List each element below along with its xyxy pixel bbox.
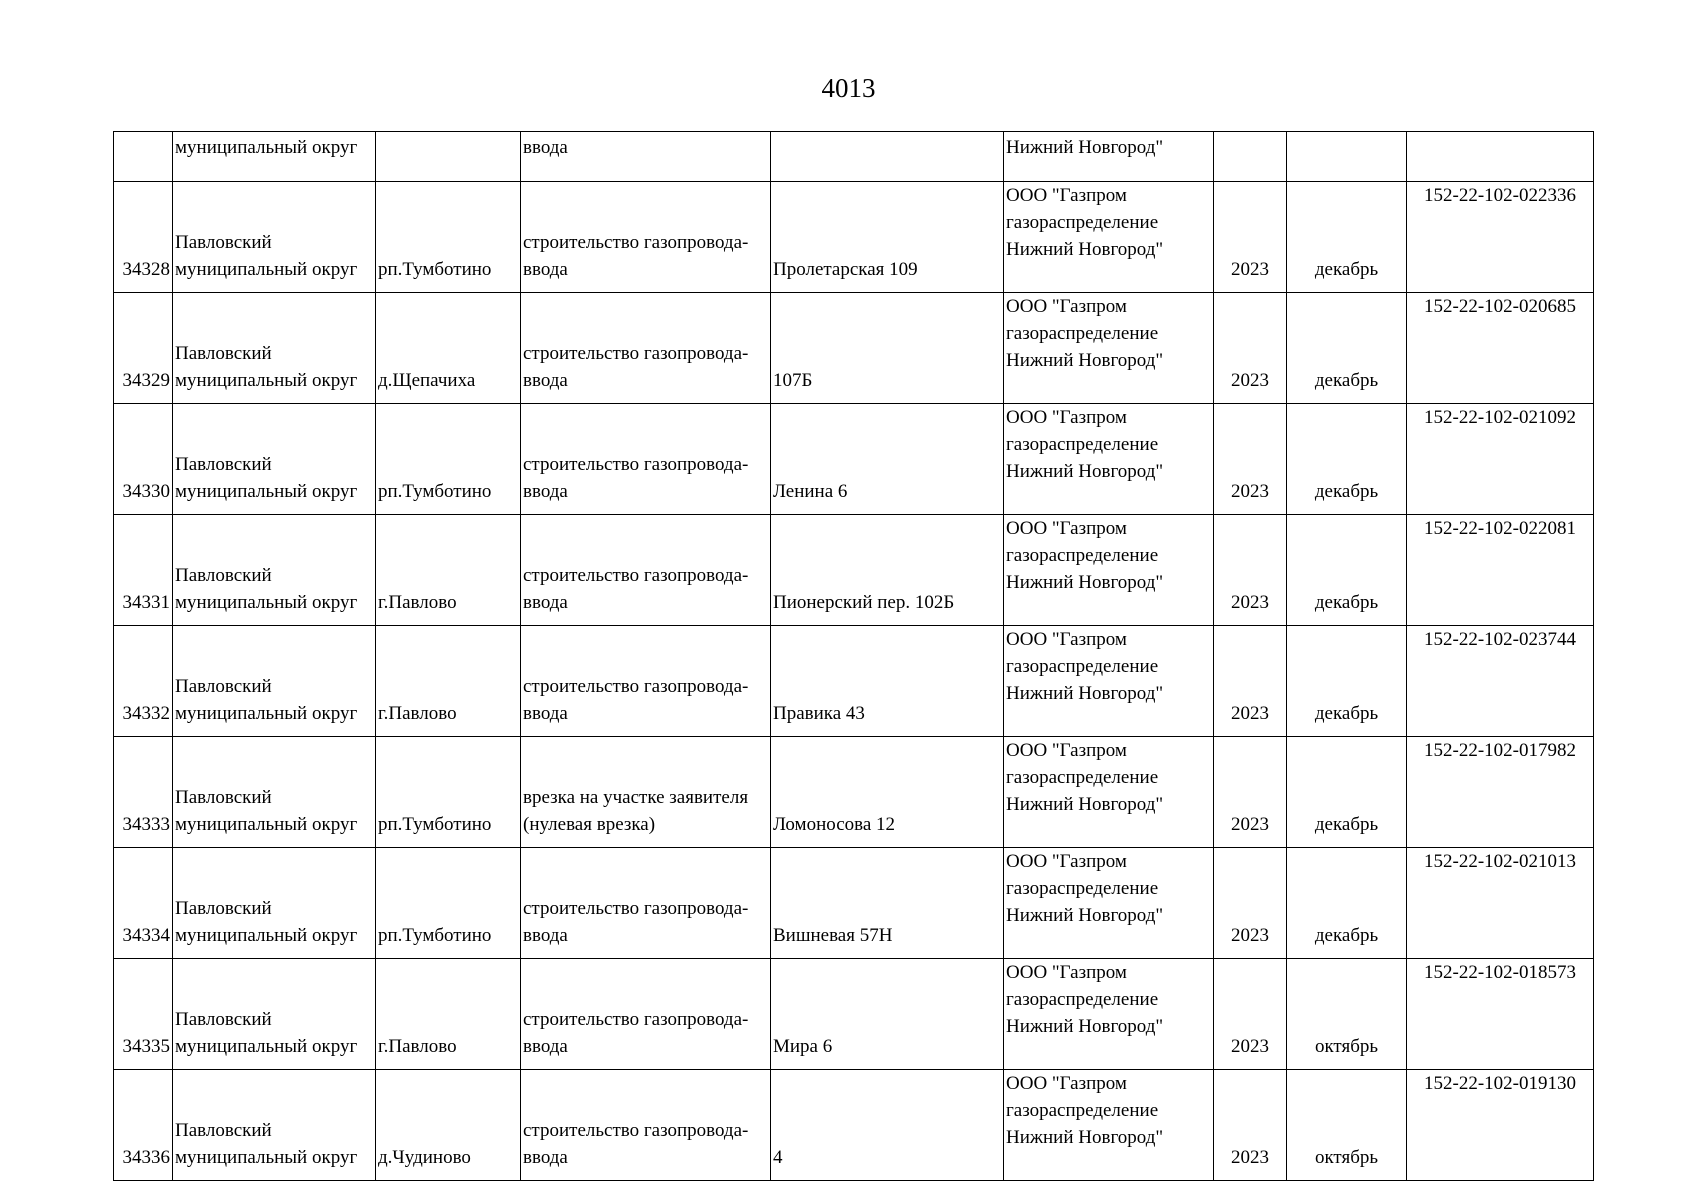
- cell-number: 34335: [114, 959, 173, 1070]
- cell-work-type: [521, 737, 771, 848]
- cell-locality: г.Павлово: [376, 626, 521, 737]
- cell-month: декабрь: [1287, 515, 1407, 626]
- cell-district: [173, 626, 376, 737]
- cell-organization: Нижний Новгород": [1004, 132, 1214, 182]
- table-row: [114, 959, 1594, 1070]
- cell-line: газораспределение: [1006, 878, 1159, 899]
- cell-line: строительство газопровода-: [523, 232, 749, 253]
- cell-code: 152-22-102-021092: [1407, 404, 1594, 515]
- table-row: [114, 737, 1594, 848]
- cell-month: декабрь: [1287, 293, 1407, 404]
- cell-number: 34332: [114, 626, 173, 737]
- cell-line: ввода: [523, 925, 568, 946]
- cell-work-type: [521, 293, 771, 404]
- cell-line: газораспределение: [1006, 1100, 1159, 1121]
- cell-month: октябрь: [1287, 959, 1407, 1070]
- cell-line: газораспределение: [1006, 212, 1159, 233]
- cell-line: ООО "Газпром: [1006, 185, 1127, 206]
- cell-line: врезка на участке заявителя: [523, 787, 749, 808]
- cell-organization: [1004, 404, 1214, 515]
- cell-organization: [1004, 959, 1214, 1070]
- cell-number: 34330: [114, 404, 173, 515]
- cell-organization: [1004, 293, 1214, 404]
- cell-line: Нижний Новгород": [1006, 1016, 1164, 1037]
- cell-organization: [1004, 737, 1214, 848]
- cell-line: муниципальный округ: [175, 1147, 358, 1168]
- cell-line: Нижний Новгород": [1006, 683, 1164, 704]
- cell-line: ООО "Газпром: [1006, 851, 1127, 872]
- cell-district: [173, 959, 376, 1070]
- cell-work-type: [521, 959, 771, 1070]
- table-row: [114, 293, 1594, 404]
- table-row: [114, 626, 1594, 737]
- cell-code: [1407, 132, 1594, 182]
- cell-line: строительство газопровода-: [523, 565, 749, 586]
- cell-locality: рп.Тумботино: [376, 182, 521, 293]
- cell-line: Нижний Новгород": [1006, 350, 1164, 371]
- cell-line: Нижний Новгород": [1006, 572, 1164, 593]
- cell-district: муниципальный округ: [173, 132, 376, 182]
- cell-year: 2023: [1214, 182, 1287, 293]
- cell-line: Павловский: [175, 565, 272, 586]
- cell-work-type: [521, 1070, 771, 1181]
- cell-line: Павловский: [175, 343, 272, 364]
- cell-line: газораспределение: [1006, 545, 1159, 566]
- cell-number: 34331: [114, 515, 173, 626]
- cell-district: [173, 404, 376, 515]
- cell-line: ввода: [523, 259, 568, 280]
- cell-address: 4: [771, 1070, 1004, 1181]
- cell-address: Ломоносова 12: [771, 737, 1004, 848]
- cell-year: [1214, 132, 1287, 182]
- cell-number: 34334: [114, 848, 173, 959]
- cell-line: строительство газопровода-: [523, 898, 749, 919]
- cell-organization: [1004, 1070, 1214, 1181]
- cell-district: [173, 737, 376, 848]
- cell-district: [173, 1070, 376, 1181]
- cell-line: ввода: [523, 1147, 568, 1168]
- cell-address: Пролетарская 109: [771, 182, 1004, 293]
- cell-code: 152-22-102-021013: [1407, 848, 1594, 959]
- cell-address: Пионерский пер. 102Б: [771, 515, 1004, 626]
- cell-locality: д.Щепачиха: [376, 293, 521, 404]
- continuation-row: [114, 132, 1594, 182]
- cell-code: 152-22-102-018573: [1407, 959, 1594, 1070]
- cell-line: строительство газопровода-: [523, 676, 749, 697]
- cell-line: муниципальный округ: [175, 814, 358, 835]
- cell-month: декабрь: [1287, 182, 1407, 293]
- cell-line: Нижний Новгород": [1006, 794, 1164, 815]
- table-row: [114, 404, 1594, 515]
- cell-line: ООО "Газпром: [1006, 296, 1127, 317]
- cell-line: Павловский: [175, 232, 272, 253]
- cell-address: Ленина 6: [771, 404, 1004, 515]
- cell-line: ввода: [523, 1036, 568, 1057]
- cell-line: ООО "Газпром: [1006, 740, 1127, 761]
- cell-line: Павловский: [175, 1120, 272, 1141]
- cell-month: декабрь: [1287, 626, 1407, 737]
- cell-address: Мира 6: [771, 959, 1004, 1070]
- registry-table: [113, 131, 1594, 1181]
- cell-year: 2023: [1214, 737, 1287, 848]
- cell-year: 2023: [1214, 626, 1287, 737]
- cell-line: (нулевая врезка): [523, 814, 656, 835]
- cell-line: Павловский: [175, 454, 272, 475]
- cell-year: 2023: [1214, 293, 1287, 404]
- cell-code: 152-22-102-022336: [1407, 182, 1594, 293]
- cell-line: газораспределение: [1006, 323, 1159, 344]
- cell-year: 2023: [1214, 404, 1287, 515]
- cell-line: Нижний Новгород": [1006, 905, 1164, 926]
- cell-district: [173, 182, 376, 293]
- cell-line: муниципальный округ: [175, 925, 358, 946]
- cell-code: 152-22-102-020685: [1407, 293, 1594, 404]
- cell-number: [114, 132, 173, 182]
- cell-locality: рп.Тумботино: [376, 848, 521, 959]
- cell-work-type: [521, 626, 771, 737]
- cell-organization: [1004, 182, 1214, 293]
- cell-line: ввода: [523, 703, 568, 724]
- cell-organization: [1004, 848, 1214, 959]
- cell-locality: г.Павлово: [376, 515, 521, 626]
- cell-number: 34329: [114, 293, 173, 404]
- cell-line: муниципальный округ: [175, 703, 358, 724]
- cell-organization: [1004, 515, 1214, 626]
- cell-line: Павловский: [175, 898, 272, 919]
- cell-line: Павловский: [175, 787, 272, 808]
- cell-line: газораспределение: [1006, 434, 1159, 455]
- cell-line: строительство газопровода-: [523, 454, 749, 475]
- cell-line: газораспределение: [1006, 989, 1159, 1010]
- cell-line: Нижний Новгород": [1006, 461, 1164, 482]
- cell-number: 34328: [114, 182, 173, 293]
- cell-address: Правика 43: [771, 626, 1004, 737]
- cell-number: 34333: [114, 737, 173, 848]
- cell-line: муниципальный округ: [175, 592, 358, 613]
- cell-line: ввода: [523, 481, 568, 502]
- cell-line: ООО "Газпром: [1006, 1073, 1127, 1094]
- cell-line: ООО "Газпром: [1006, 407, 1127, 428]
- cell-line: ООО "Газпром: [1006, 629, 1127, 650]
- cell-line: муниципальный округ: [175, 370, 358, 391]
- cell-year: 2023: [1214, 848, 1287, 959]
- cell-work-type: [521, 848, 771, 959]
- cell-work-type: [521, 182, 771, 293]
- cell-line: газораспределение: [1006, 656, 1159, 677]
- cell-locality: д.Чудиново: [376, 1070, 521, 1181]
- cell-line: ООО "Газпром: [1006, 962, 1127, 983]
- cell-code: 152-22-102-017982: [1407, 737, 1594, 848]
- cell-district: [173, 515, 376, 626]
- cell-line: строительство газопровода-: [523, 343, 749, 364]
- cell-code: 152-22-102-023744: [1407, 626, 1594, 737]
- cell-month: октябрь: [1287, 1070, 1407, 1181]
- cell-line: строительство газопровода-: [523, 1009, 749, 1030]
- cell-month: декабрь: [1287, 404, 1407, 515]
- cell-locality: рп.Тумботино: [376, 737, 521, 848]
- cell-address: [771, 132, 1004, 182]
- cell-work-type: [521, 404, 771, 515]
- table-row: [114, 848, 1594, 959]
- cell-month: декабрь: [1287, 737, 1407, 848]
- cell-organization: [1004, 626, 1214, 737]
- cell-line: Нижний Новгород": [1006, 239, 1164, 260]
- cell-number: 34336: [114, 1070, 173, 1181]
- cell-locality: рп.Тумботино: [376, 404, 521, 515]
- cell-locality: г.Павлово: [376, 959, 521, 1070]
- cell-line: Павловский: [175, 1009, 272, 1030]
- cell-locality: [376, 132, 521, 182]
- cell-district: [173, 848, 376, 959]
- cell-line: муниципальный округ: [175, 481, 358, 502]
- cell-line: газораспределение: [1006, 767, 1159, 788]
- cell-line: ввода: [523, 592, 568, 613]
- cell-line: ООО "Газпром: [1006, 518, 1127, 539]
- page-number: 4013: [821, 73, 876, 103]
- cell-address: Вишневая 57Н: [771, 848, 1004, 959]
- table-row: [114, 182, 1594, 293]
- cell-code: 152-22-102-022081: [1407, 515, 1594, 626]
- cell-month: декабрь: [1287, 848, 1407, 959]
- table-row: [114, 1070, 1594, 1181]
- cell-line: Павловский: [175, 676, 272, 697]
- cell-line: ввода: [523, 370, 568, 391]
- cell-line: Нижний Новгород": [1006, 1127, 1164, 1148]
- cell-line: муниципальный округ: [175, 1036, 358, 1057]
- cell-year: 2023: [1214, 1070, 1287, 1181]
- cell-year: 2023: [1214, 515, 1287, 626]
- cell-code: 152-22-102-019130: [1407, 1070, 1594, 1181]
- cell-month: [1287, 132, 1407, 182]
- cell-work-type: ввода: [521, 132, 771, 182]
- cell-district: [173, 293, 376, 404]
- table-row: [114, 515, 1594, 626]
- cell-line: строительство газопровода-: [523, 1120, 749, 1141]
- cell-address: 107Б: [771, 293, 1004, 404]
- cell-year: 2023: [1214, 959, 1287, 1070]
- cell-work-type: [521, 515, 771, 626]
- cell-line: муниципальный округ: [175, 259, 358, 280]
